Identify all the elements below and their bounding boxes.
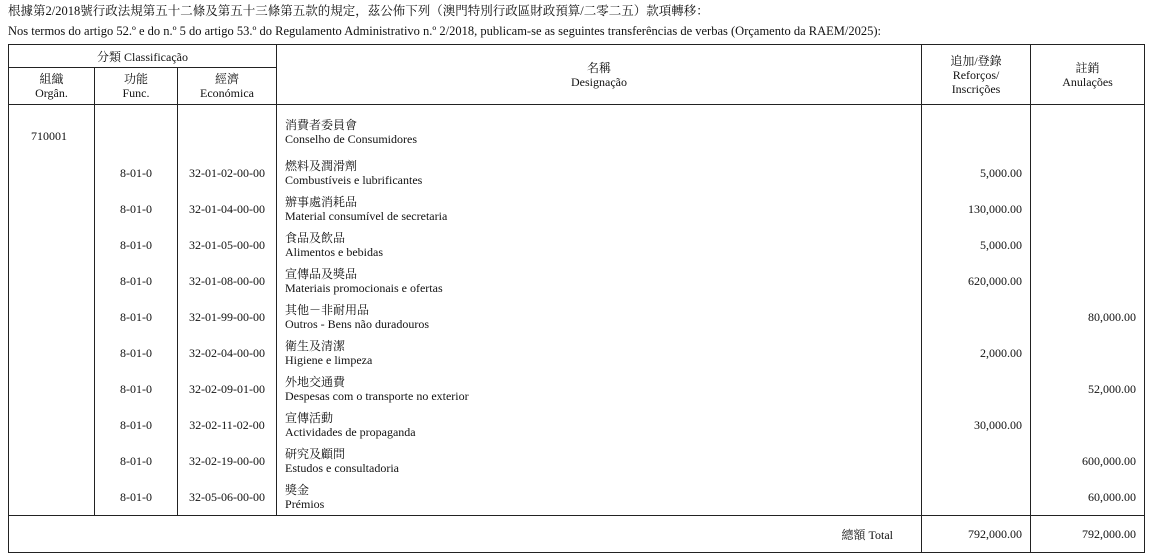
annulment-amount <box>1031 263 1145 299</box>
function-code: 8-01-0 <box>95 263 178 299</box>
designation-pt: Alimentos e bebidas <box>285 245 383 259</box>
function-code: 8-01-0 <box>95 443 178 479</box>
economic-code: 32-05-06-00-00 <box>178 479 277 516</box>
table-footer <box>9 516 1145 553</box>
organ-header-pt: Orgân. <box>35 86 68 100</box>
organ-header <box>9 68 95 105</box>
designation-pt: Despesas com o transporte no exterior <box>285 389 469 403</box>
empty-cell <box>9 263 95 299</box>
table-row <box>9 443 1145 479</box>
designation <box>277 227 922 263</box>
economic-code: 32-02-11-02-00 <box>178 407 277 443</box>
designation <box>277 191 922 227</box>
empty-cell <box>9 299 95 335</box>
designation-zh: 衛生及清潔 <box>285 339 346 353</box>
designation <box>277 155 922 191</box>
function-code: 8-01-0 <box>95 299 178 335</box>
designation-zh: 宣傳品及獎品 <box>285 267 358 281</box>
annulment-amount: 52,000.00 <box>1031 371 1145 407</box>
designation-header <box>277 45 922 105</box>
function-header <box>95 68 178 105</box>
designation-zh: 辦事處消耗品 <box>285 195 358 209</box>
designation <box>277 479 922 516</box>
table-row <box>9 191 1145 227</box>
designation-zh: 燃料及潤滑劑 <box>285 159 358 173</box>
organ-name-zh: 消費者委員會 <box>285 118 358 132</box>
designation <box>277 263 922 299</box>
empty-cell <box>9 191 95 227</box>
table-row <box>9 407 1145 443</box>
designation <box>277 299 922 335</box>
function-code: 8-01-0 <box>95 191 178 227</box>
function-code: 8-01-0 <box>95 407 178 443</box>
economic-code: 32-01-08-00-00 <box>178 263 277 299</box>
reinforcements-header-zh: 追加/登錄 <box>950 53 1002 68</box>
designation-header-zh: 名稱 <box>587 60 612 75</box>
designation-pt: Material consumível de secretaria <box>285 209 448 223</box>
reinforcement-amount <box>922 299 1031 335</box>
designation-pt: Materiais promocionais e ofertas <box>285 281 443 295</box>
function-code: 8-01-0 <box>95 335 178 371</box>
total-annulments: 792,000.00 <box>1031 516 1145 553</box>
empty-cell <box>9 371 95 407</box>
empty-cell <box>9 479 95 516</box>
function-header-zh: 功能 <box>123 72 148 86</box>
empty-cell <box>9 407 95 443</box>
economic-code: 32-01-04-00-00 <box>178 191 277 227</box>
designation-zh: 獎金 <box>285 483 310 497</box>
annulment-amount: 80,000.00 <box>1031 299 1145 335</box>
designation-zh: 外地交通費 <box>285 375 346 389</box>
reinforcement-amount: 130,000.00 <box>922 191 1031 227</box>
economic-code: 32-01-99-00-00 <box>178 299 277 335</box>
organ-header-zh: 組織 <box>39 72 64 86</box>
reinforcement-amount <box>922 443 1031 479</box>
designation-pt: Outros - Bens não duradouros <box>285 317 429 331</box>
designation-zh: 宣傳活動 <box>285 411 334 425</box>
designation-zh: 食品及飲品 <box>285 231 346 245</box>
designation <box>277 335 922 371</box>
empty-cell <box>922 105 1031 156</box>
annulment-amount <box>1031 227 1145 263</box>
reinforcement-amount <box>922 371 1031 407</box>
empty-cell <box>95 105 178 156</box>
designation-zh: 研究及顧問 <box>285 447 346 461</box>
annulments-header-pt: Anulações <box>1062 74 1113 89</box>
table-row <box>9 335 1145 371</box>
economic-code: 32-02-19-00-00 <box>178 443 277 479</box>
designation-header-pt: Designação <box>571 74 627 89</box>
designation-pt: Estudos e consultadoria <box>285 461 399 475</box>
reinforcement-amount: 2,000.00 <box>922 335 1031 371</box>
designation <box>277 371 922 407</box>
economic-code: 32-01-05-00-00 <box>178 227 277 263</box>
table-row <box>9 299 1145 335</box>
total-label: 總額 Total <box>9 516 922 553</box>
intro-chinese: 根據第2/2018號行政法規第五十二條及第五十三條第五款的規定，茲公佈下列（澳門特別行政區財政預算/二零二五）款項轉移： <box>8 4 709 18</box>
table-row <box>9 371 1145 407</box>
economic-code: 32-02-04-00-00 <box>178 335 277 371</box>
table-row <box>9 227 1145 263</box>
reinforcement-amount <box>922 479 1031 516</box>
annulment-amount: 600,000.00 <box>1031 443 1145 479</box>
organ-name <box>277 105 922 156</box>
designation-pt: Actividades de propaganda <box>285 425 416 439</box>
economic-code: 32-01-02-00-00 <box>178 155 277 191</box>
reinforcement-amount: 5,000.00 <box>922 227 1031 263</box>
designation-pt: Combustíveis e lubrificantes <box>285 173 423 187</box>
function-header-pt: Func. <box>122 86 150 100</box>
table-header <box>9 45 1145 105</box>
total-row <box>9 516 1145 553</box>
function-code: 8-01-0 <box>95 479 178 516</box>
reinforcement-amount: 5,000.00 <box>922 155 1031 191</box>
annulment-amount <box>1031 335 1145 371</box>
intro-portuguese: Nos termos do artigo 52.º e do n.º 5 do artigo 53.º do Regulamento Administrativo n.º 2/2018, publicam-se as seguintes transferências de verbas (Orçamento da RAEM/2025): <box>8 24 881 38</box>
empty-cell <box>178 105 277 156</box>
economic-header-zh: 經濟 <box>215 72 240 86</box>
economic-header <box>178 68 277 105</box>
annulments-header <box>1031 45 1145 105</box>
annulment-amount: 60,000.00 <box>1031 479 1145 516</box>
reinforcements-header-pt1: Reforços/ <box>952 67 1000 82</box>
empty-cell <box>9 335 95 371</box>
table-row <box>9 263 1145 299</box>
function-code: 8-01-0 <box>95 371 178 407</box>
organ-code: 710001 <box>9 105 95 156</box>
function-code: 8-01-0 <box>95 227 178 263</box>
classification-header: 分類 Classificação <box>9 45 277 68</box>
organ-row <box>9 105 1145 156</box>
total-reinforcements: 792,000.00 <box>922 516 1031 553</box>
annulment-amount <box>1031 407 1145 443</box>
empty-cell <box>9 155 95 191</box>
annulments-header-zh: 註銷 <box>1075 60 1100 75</box>
designation-pt: Prémios <box>285 497 325 511</box>
organ-name-pt: Conselho de Consumidores <box>285 132 418 146</box>
reinforcement-amount: 620,000.00 <box>922 263 1031 299</box>
table-row <box>9 155 1145 191</box>
designation-zh: 其他－非耐用品 <box>285 303 370 317</box>
designation <box>277 443 922 479</box>
reinforcements-header-pt2: Inscrições <box>951 81 1001 96</box>
empty-cell <box>9 227 95 263</box>
economic-code: 32-02-09-01-00 <box>178 371 277 407</box>
table-body <box>9 105 1145 516</box>
reinforcement-amount: 30,000.00 <box>922 407 1031 443</box>
annulment-amount <box>1031 155 1145 191</box>
empty-cell <box>9 443 95 479</box>
table-row <box>9 479 1145 516</box>
reinforcements-header <box>922 45 1031 105</box>
economic-header-pt: Económica <box>200 86 254 100</box>
annulment-amount <box>1031 191 1145 227</box>
designation <box>277 407 922 443</box>
designation-pt: Higiene e limpeza <box>285 353 373 367</box>
function-code: 8-01-0 <box>95 155 178 191</box>
transfer-table <box>8 44 1145 553</box>
empty-cell <box>1031 105 1145 156</box>
